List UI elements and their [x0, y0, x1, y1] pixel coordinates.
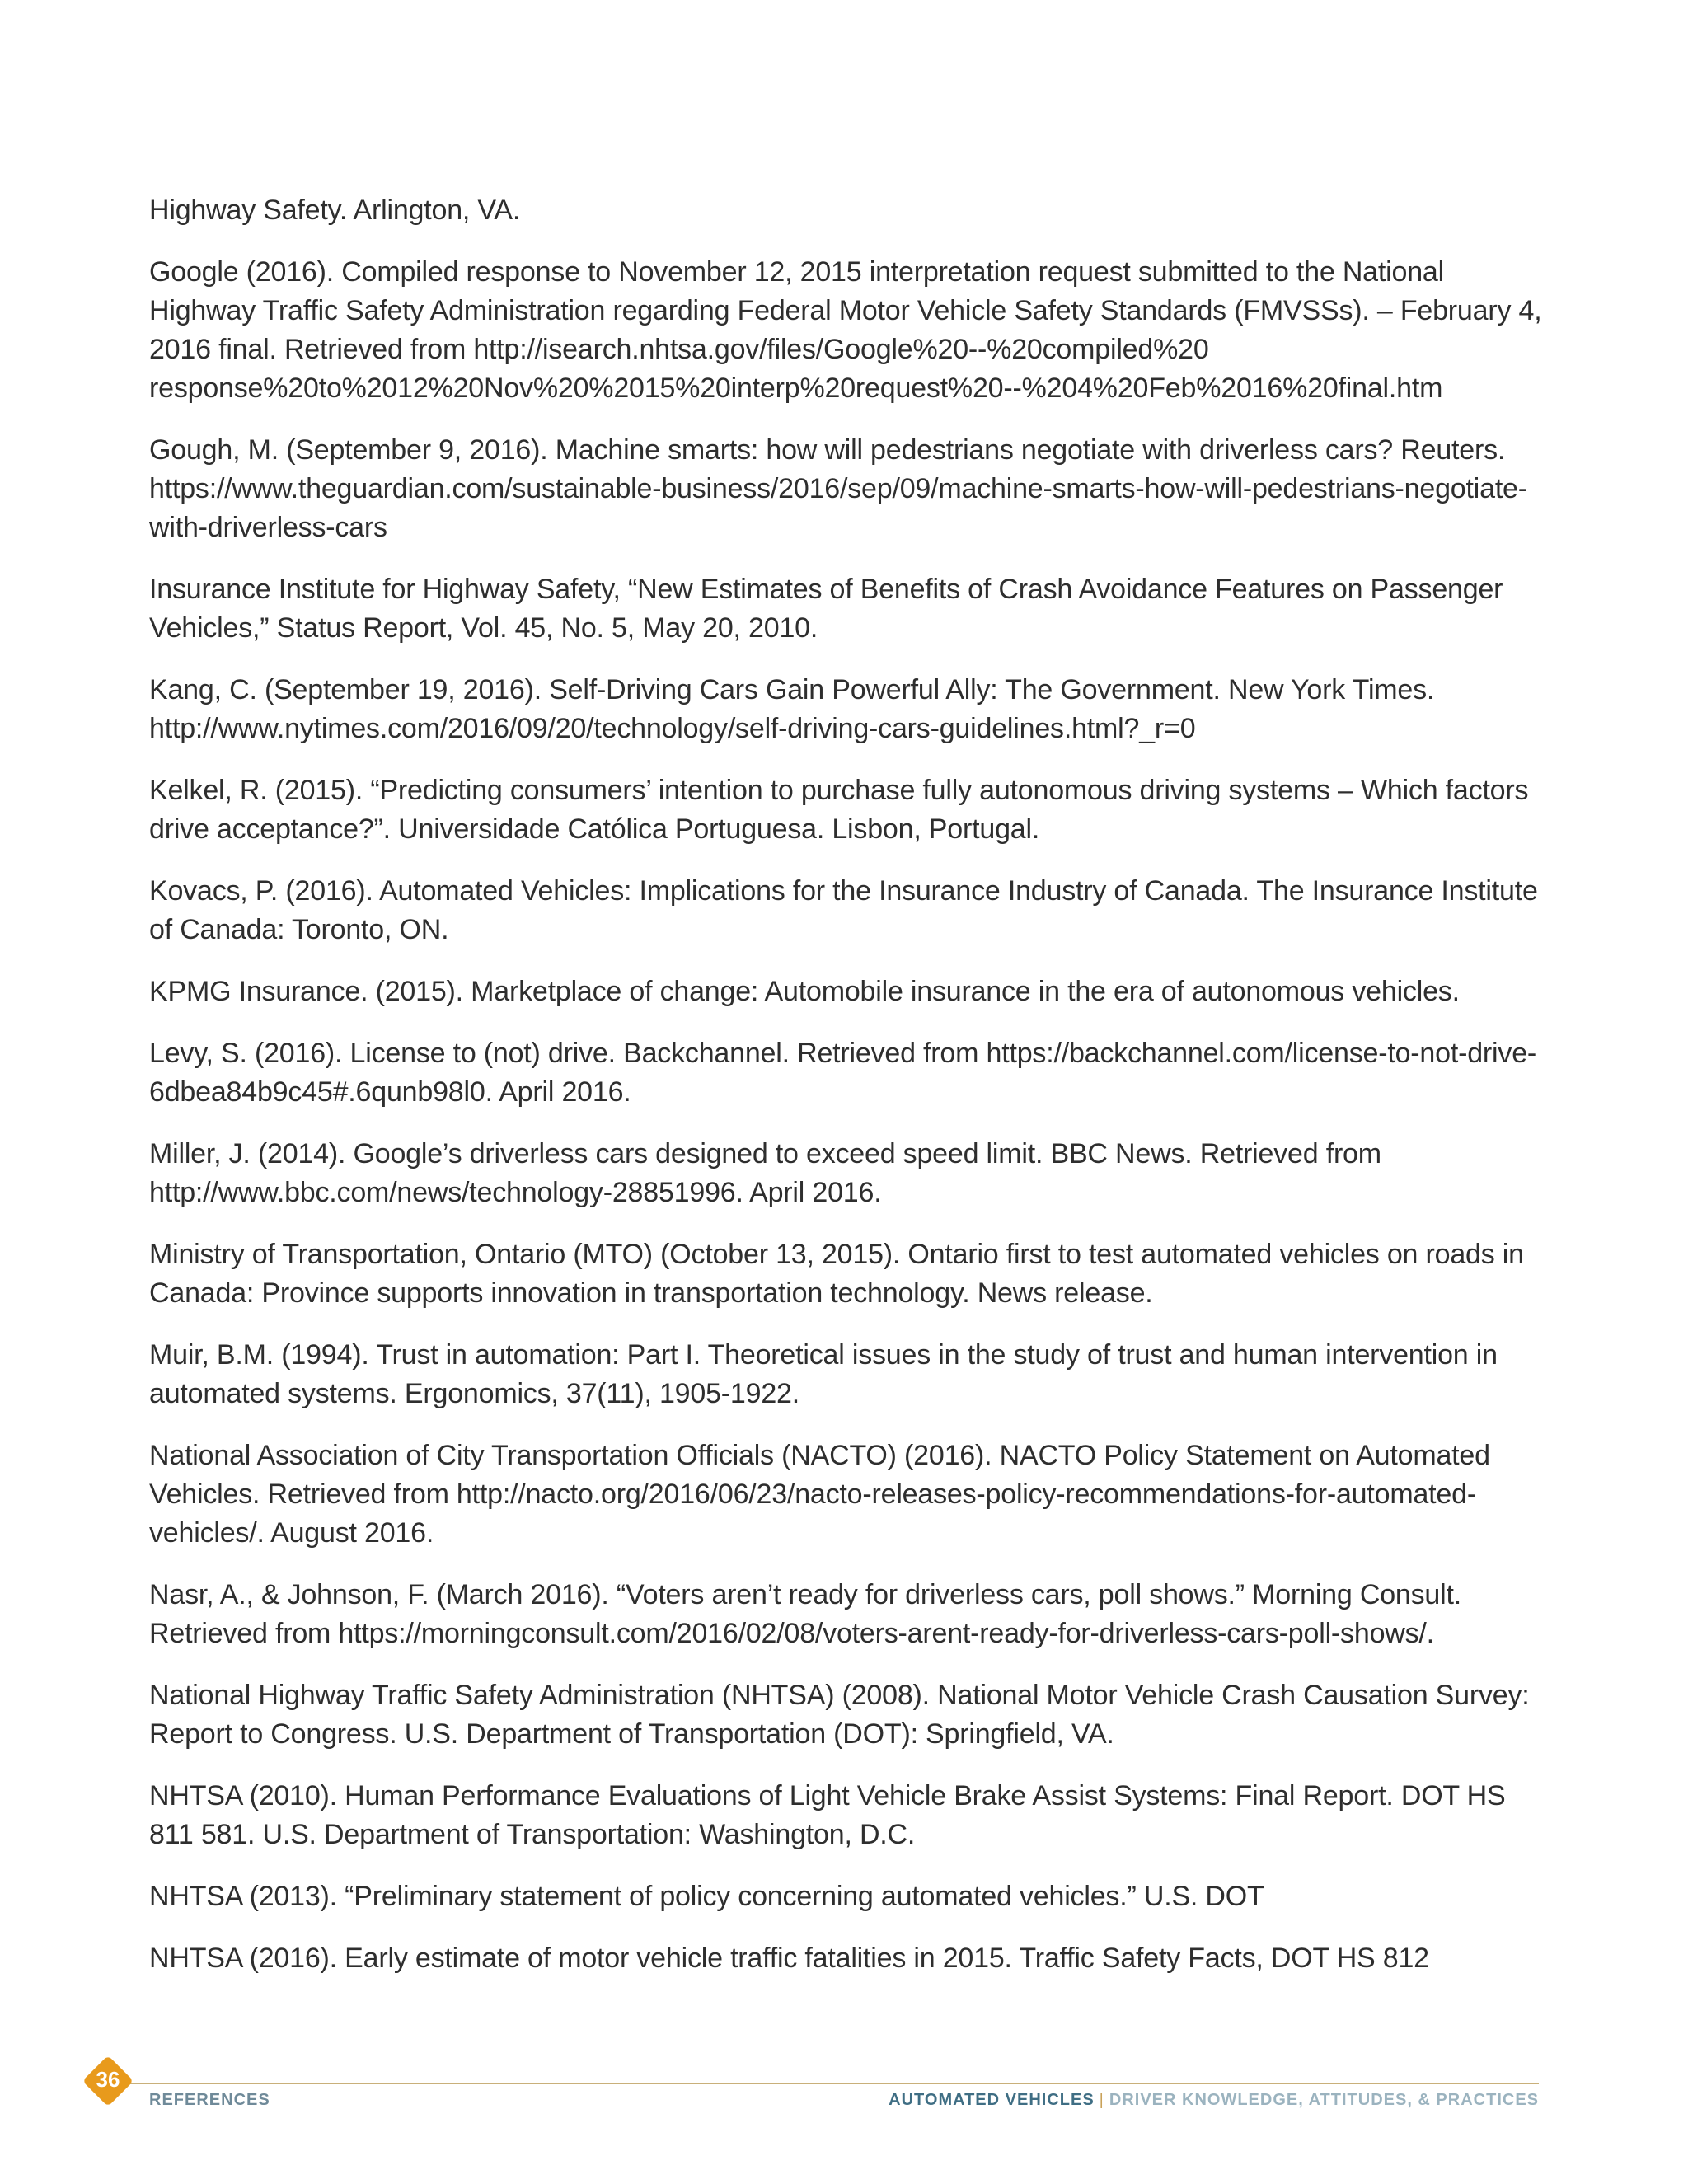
reference-entry: Miller, J. (2014). Google’s driverless cars designed to exceed speed limit. BBC News. Retrieved from http://www.bbc.com/news/technology-28851996. April 2016. [149, 1138, 1381, 1208]
reference-entry: Muir, B.M. (1994). Trust in automation: Part I. Theoretical issues in the study of trust and human intervention in automated systems. Ergonomics, 37(11), 1905-1922. [149, 1339, 1498, 1409]
reference-entry: National Association of City Transportation Officials (NACTO) (2016). NACTO Policy Statement on Automated Vehicles. Retrieved from http://nacto.org/2016/06/23/nacto-releases-policy-recommendations-for-automated-vehicles/. August 2016. [149, 1440, 1490, 1549]
reference-entry: Gough, M. (September 9, 2016). Machine smarts: how will pedestrians negotiate with driverless cars? Reuters. https://www.theguardian.com/sustainable-business/2016/sep/09/machine-smarts-how-will-pedestrians-negotiate-with-driverless-cars [149, 434, 1527, 543]
reference-entry: Kang, C. (September 19, 2016). Self-Driving Cars Gain Powerful Ally: The Government. New York Times. http://www.nytimes.com/2016/09/20/technology/self-driving-cars-guidelines.html?_r=0 [149, 674, 1435, 744]
reference-entry: KPMG Insurance. (2015). Marketplace of change: Automobile insurance in the era of autonomous vehicles. [149, 976, 1460, 1007]
reference-entry: Kovacs, P. (2016). Automated Vehicles: Implications for the Insurance Industry of Canada. The Insurance Institute of Canada: Toronto, ON. [149, 875, 1538, 945]
footer-separator: | [1099, 2091, 1104, 2109]
reference-entry: NHTSA (2016). Early estimate of motor vehicle traffic fatalities in 2015. Traffic Safety Facts, DOT HS 812 [149, 1943, 1429, 1974]
reference-entry: Highway Safety. Arlington, VA. [149, 194, 521, 226]
reference-entry: Insurance Institute for Highway Safety, “New Estimates of Benefits of Crash Avoidance Features on Passenger Vehicles,” Status Report, Vol. 45, No. 5, May 20, 2010. [149, 574, 1503, 644]
reference-entry: NHTSA (2013). “Preliminary statement of policy concerning automated vehicles.” U.S. DOT [149, 1881, 1264, 1912]
page-number: 36 [96, 2067, 120, 2092]
footer-section-label: REFERENCES [149, 2091, 270, 2109]
reference-entry: Levy, S. (2016). License to (not) drive. Backchannel. Retrieved from https://backchannel.com/license-to-not-drive-6dbea84b9c45#.6qunb98l0. April 2016. [149, 1038, 1537, 1108]
reference-entry: Kelkel, R. (2015). “Predicting consumers’ intention to purchase fully autonomous driving systems – Which factors drive acceptance?”. Universidade Católica Portuguesa. Lisbon, Portugal. [149, 775, 1529, 845]
page-number-badge [79, 2052, 137, 2110]
reference-entry: Ministry of Transportation, Ontario (MTO) (October 13, 2015). Ontario first to test automated vehicles on roads in Canada: Province supports innovation in transportation technology. News release. [149, 1239, 1524, 1309]
footer-divider [115, 2083, 1539, 2084]
reference-entry: NHTSA (2010). Human Performance Evaluations of Light Vehicle Brake Assist Systems: Final Report. DOT HS 811 581. U.S. Department of Transportation: Washington, D.C. [149, 1780, 1506, 1850]
reference-entry: National Highway Traffic Safety Administration (NHTSA) (2008). National Motor Vehicle Crash Causation Survey: Report to Congress. U.S. Department of Transportation (DOT): Springfield, VA. [149, 1680, 1530, 1750]
references-list [149, 191, 1542, 2001]
footer-document-title [889, 2091, 1539, 2110]
footer-doc-title: AUTOMATED VEHICLES [889, 2091, 1095, 2109]
footer-doc-subtitle: DRIVER KNOWLEDGE, ATTITUDES, & PRACTICES [1109, 2091, 1539, 2109]
reference-entry: Google (2016). Compiled response to November 12, 2015 interpretation request submitted to the National Highway Traffic Safety Administration regarding Federal Motor Vehicle Safety Standards (FMVSSs). – February 4, 2016 final. Retrieved from http://isearch.nhtsa.gov/files/Google%20--%20compiled%20 response%20to%2012%20Nov%20%2015%20interp%20request%20--%204%20Feb%2016%20final.htm [149, 256, 1542, 404]
reference-entry: Nasr, A., & Johnson, F. (March 2016). “Voters aren’t ready for driverless cars, poll shows.” Morning Consult. Retrieved from https://morningconsult.com/2016/02/08/voters-arent-ready-for-driverless-cars-poll-shows/. [149, 1579, 1461, 1649]
